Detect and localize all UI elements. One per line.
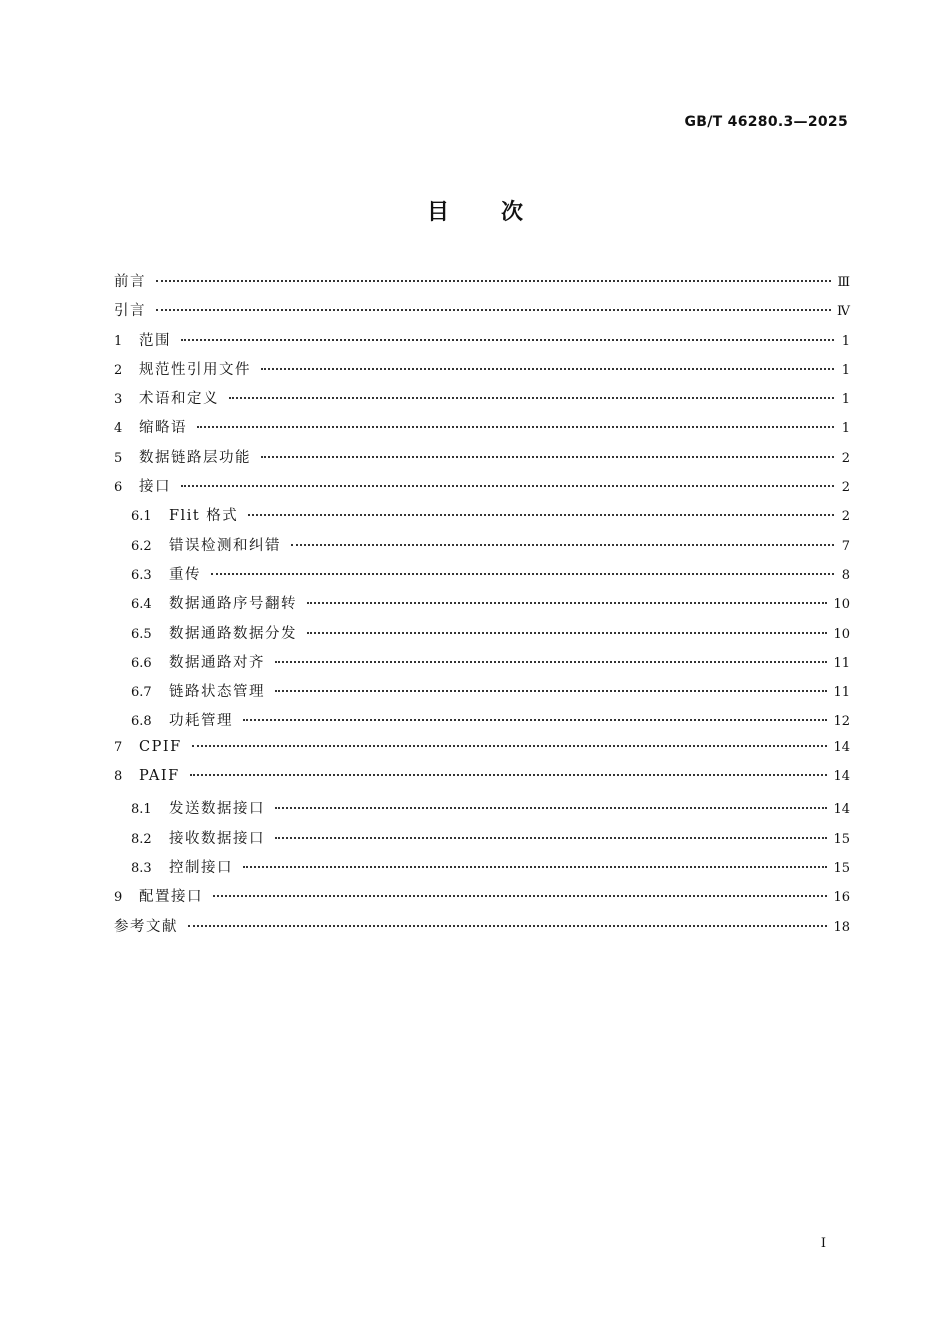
toc-entry[interactable]: [114, 739, 850, 768]
toc-entry-number: 4: [114, 421, 123, 437]
toc-dot-leader: [181, 485, 834, 487]
toc-entry[interactable]: [114, 622, 850, 651]
toc-entry-page: 1: [841, 333, 850, 349]
toc-entry-label: 规范性引用文件: [139, 361, 251, 378]
toc-entry-page: 10: [833, 597, 850, 613]
toc-entry-label: 数据通路对齐: [169, 654, 265, 671]
toc-entry-label: 引言: [114, 303, 146, 320]
toc-dot-leader: [307, 632, 827, 634]
toc-dot-leader: [275, 661, 827, 663]
toc-entry-page: 16: [833, 890, 850, 906]
toc-dot-leader: [229, 397, 834, 399]
toc-entry[interactable]: [114, 504, 850, 533]
toc-entry-page: 11: [833, 685, 850, 701]
toc-entry[interactable]: [114, 416, 850, 445]
toc-dot-leader: [190, 774, 828, 776]
toc-entry-label: 数据链路层功能: [139, 449, 251, 466]
toc-entry-page: Ⅳ: [837, 304, 850, 320]
toc-dot-leader: [197, 426, 834, 428]
toc-entry-number: 6.4: [131, 597, 152, 613]
toc-dot-leader: [192, 745, 828, 747]
toc-entry-label: 数据通路数据分发: [169, 625, 297, 642]
toc-entry-page: 2: [841, 480, 850, 496]
toc-entry[interactable]: [114, 387, 850, 416]
toc-entry[interactable]: [114, 329, 850, 358]
toc-entry-number: 8.2: [131, 831, 152, 847]
page-title: 目次: [426, 200, 575, 225]
toc-entry[interactable]: [114, 915, 850, 944]
toc-entry[interactable]: [114, 270, 850, 299]
toc-entry[interactable]: [114, 768, 850, 797]
toc-entry[interactable]: [114, 299, 850, 328]
toc-entry[interactable]: [114, 534, 850, 563]
toc-dot-leader: [188, 925, 827, 927]
toc-entry[interactable]: [114, 797, 850, 826]
toc-entry[interactable]: [114, 592, 850, 621]
toc-entry[interactable]: [114, 827, 850, 856]
toc-entry-page: 11: [833, 655, 850, 671]
toc-entry-label: 接收数据接口: [169, 830, 265, 847]
toc-entry-label: 重传: [169, 566, 201, 583]
toc-entry-page: 8: [841, 567, 850, 583]
toc-entry-number: 6.8: [131, 714, 152, 730]
toc-dot-leader: [291, 544, 834, 546]
toc-entry-number: 6.2: [131, 538, 152, 554]
toc-entry-page: 14: [833, 802, 850, 818]
toc-entry-number: 9: [114, 890, 123, 906]
toc-entry-number: 6.1: [131, 509, 152, 525]
toc-entry-page: Ⅲ: [837, 275, 850, 290]
toc-entry-page: 12: [833, 714, 850, 730]
toc-entry-page: 1: [841, 421, 850, 437]
toc-dot-leader: [211, 573, 834, 575]
toc-entry-number: 6.5: [131, 626, 152, 642]
toc-entry-number: 5: [114, 450, 123, 466]
toc-entry-label: 数据通路序号翻转: [169, 596, 297, 613]
toc-entry-label: 配置接口: [139, 889, 203, 906]
toc-entry-number: 8.1: [131, 802, 152, 818]
toc-entry-number: 6.7: [131, 685, 152, 701]
toc-entry-page: 18: [833, 919, 850, 935]
toc-dot-leader: [261, 368, 834, 370]
toc-entry[interactable]: [114, 709, 850, 738]
toc-entry-label: Flit 格式: [169, 508, 239, 525]
toc-entry[interactable]: [114, 856, 850, 885]
toc-entry-page: 2: [841, 450, 850, 466]
toc-dot-leader: [213, 895, 827, 897]
toc-entry-number: 6.6: [131, 655, 152, 671]
toc-dot-leader: [275, 690, 827, 692]
toc-entry-page: 7: [841, 538, 850, 554]
toc-entry-page: 1: [841, 362, 850, 378]
toc-dot-leader: [275, 837, 827, 839]
toc-entry-page: 10: [833, 626, 850, 642]
toc-entry-page: 1: [841, 392, 850, 408]
toc-entry[interactable]: [114, 475, 850, 504]
toc-entry-page: 14: [833, 769, 850, 785]
toc-dot-leader: [248, 514, 834, 516]
toc-entry-number: 8.3: [131, 860, 152, 876]
toc-entry-label: PAIF: [139, 768, 180, 785]
toc-entry-number: 7: [114, 739, 123, 755]
table-of-contents: [114, 270, 850, 944]
toc-entry-number: 8: [114, 769, 123, 785]
toc-dot-leader: [243, 866, 827, 868]
toc-entry-label: 术语和定义: [139, 391, 219, 408]
toc-entry-label: 范围: [139, 332, 171, 349]
toc-entry[interactable]: [114, 446, 850, 475]
toc-entry-page: 14: [833, 739, 850, 755]
toc-dot-leader: [261, 456, 834, 458]
toc-entry[interactable]: [114, 563, 850, 592]
toc-entry-page: 15: [833, 860, 850, 876]
toc-entry-label: 前言: [114, 274, 146, 290]
toc-dot-leader: [156, 309, 831, 311]
toc-dot-leader: [243, 719, 827, 721]
toc-entry[interactable]: [114, 358, 850, 387]
toc-entry-label: 链路状态管理: [169, 684, 265, 701]
toc-entry-label: 发送数据接口: [169, 801, 265, 818]
toc-entry-label: 参考文献: [114, 918, 178, 935]
toc-entry[interactable]: [114, 651, 850, 680]
toc-entry-label: 控制接口: [169, 859, 233, 876]
standard-code: GB/T 46280.3—2025: [684, 114, 848, 130]
toc-entry-page: 2: [841, 509, 850, 525]
toc-entry-number: 6.3: [131, 567, 152, 583]
toc-dot-leader: [156, 280, 831, 282]
toc-entry[interactable]: [114, 885, 850, 914]
toc-dot-leader: [181, 339, 834, 341]
toc-entry[interactable]: [114, 680, 850, 709]
toc-entry-number: 6: [114, 480, 123, 496]
toc-entry-number: 1: [114, 333, 123, 349]
toc-entry-number: 2: [114, 362, 123, 378]
toc-entry-label: 接口: [139, 479, 171, 496]
toc-entry-page: 15: [833, 831, 850, 847]
toc-entry-label: 缩略语: [139, 420, 187, 437]
page-number: I: [820, 1236, 826, 1251]
toc-entry-number: 3: [114, 392, 123, 408]
toc-dot-leader: [307, 602, 827, 604]
toc-entry-label: 功耗管理: [169, 713, 233, 730]
toc-entry-label: CPIF: [139, 738, 182, 755]
toc-entry-label: 错误检测和纠错: [169, 537, 281, 554]
toc-dot-leader: [275, 807, 827, 809]
